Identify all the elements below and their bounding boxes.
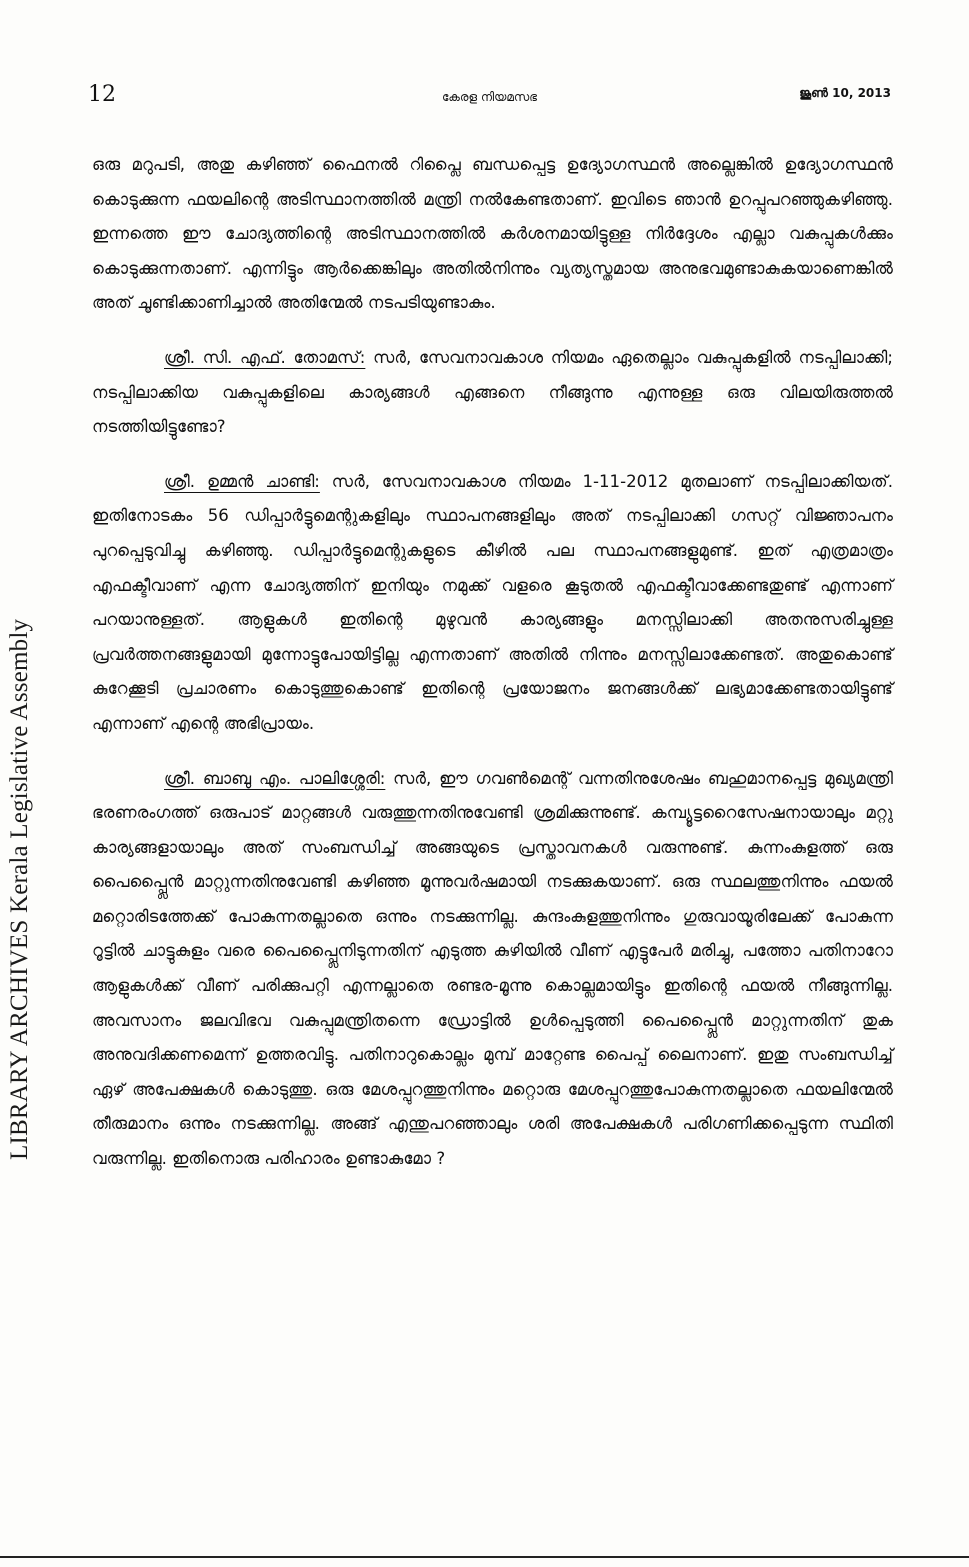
speaker-name: ശ്രീ. ബാബു എം. പാലിശ്ശേരി: [164,768,386,788]
paragraph-1-text: ഒരു മറുപടി, അതു കഴിഞ്ഞ് ഫൈനൽ റിപ്ലൈ ബന്ധപ്പെട്ട ഉദ്യോഗസ്ഥൻ അല്ലെങ്കിൽ ഉദ്യോഗസ്ഥൻ കൊടുക്കുന്ന ഫയലിന്റെ അടിസ്ഥാനത്തിൽ മന്ത്രി നൽകേണ്ടതാണ്. ഇവിടെ ഞാൻ ഉറപ്പുപറഞ്ഞുകഴിഞ്ഞു. ഇന്നത്തെ ഈ ചോദ്യത്തിന്റെ അടിസ്ഥാനത്തിൽ കർശനമായിട്ടുള്ള നിർദ്ദേശം എല്ലാ വകുപ്പുകൾക്കും കൊടുക്കുന്നതാണ്. എന്നിട്ടും ആർക്കെങ്കിലും അതിൽനിന്നും വ്യത്യസ്തമായ അനുഭവമുണ്ടാകുകയാണെങ്കിൽ അത് ചൂണ്ടിക്കാണിച്ചാൽ അതിന്മേൽ നടപടിയുണ്ടാകും. [92,155,893,313]
speaker-name: ശ്രീ. ഉമ്മൻ ചാണ്ടി: [164,471,320,491]
paragraph-3-text: സർ, സേവനാവകാശ നിയമം 1-11-2012 മുതലാണ് നടപ്പിലാക്കിയത്. ഇതിനോടകം 56 ഡിപ്പാർട്ടുമെന്റുകളിലും സ്ഥാപനങ്ങളിലും അത് നടപ്പിലാക്കി ഗസറ്റ് വിജ്ഞാപനം പുറപ്പെടുവിച്ചു കഴിഞ്ഞു. ഡിപ്പാർട്ടുമെന്റുകളുടെ കീഴിൽ പല സ്ഥാപനങ്ങളുമുണ്ട്. ഇത് എത്രമാത്രം എഫക്ടീവാണ് എന്ന ചോദ്യത്തിന് ഇനിയും നമുക്ക് വളരെ കൂടുതൽ എഫക്ടീവാക്കേണ്ടതുണ്ട് എന്നാണ് പറയാനുള്ളത്. ആളുകൾ ഇതിന്റെ മുഴുവൻ കാര്യങ്ങളും മനസ്സിലാക്കി അതനുസരിച്ചുള്ള പ്രവർത്തനങ്ങളുമായി മുന്നോട്ടുപോയിട്ടില്ല എന്നതാണ് അതിൽ നിന്നും മനസ്സിലാക്കേണ്ടത്. അതുകൊണ്ട് കുറേക്കൂടി പ്രചാരണം കൊടുത്തുകൊണ്ട് ഇതിന്റെ പ്രയോജനം ജനങ്ങൾക്ക് ലഭ്യമാക്കേണ്ടതായിട്ടുണ്ട് എന്നാണ് എന്റെ അഭിപ്രായം. [92,471,893,733]
proceedings-text [92,148,893,1197]
paragraph-2-text: സർ, സേവനാവകാശ നിയമം ഏതെല്ലാം വകുപ്പുകളിൽ നടപ്പിലാക്കി; നടപ്പിലാക്കിയ വകുപ്പുകളിലെ കാര്യങ്ങൾ എങ്ങനെ നീങ്ങുന്നു എന്നുള്ള ഒരു വിലയിരുത്തൽ നടത്തിയിട്ടുണ്ടോ? [92,347,893,437]
library-archives-stamp: LIBRARY ARCHIVES Kerala Legislative Assembly [6,618,33,1160]
running-title: കേരള നിയമസഭ [441,90,537,104]
speaker-name: ശ്രീ. സി. എഫ്. തോമസ്: [164,347,366,367]
paragraph-4-text: സർ, ഈ ഗവൺമെന്റ് വന്നതിനുശേഷം ബഹുമാനപ്പെട്ട മുഖ്യമന്ത്രി ഭരണരംഗത്ത് ഒരുപാട് മാറ്റങ്ങൾ വരുത്തുന്നതിനുവേണ്ടി ശ്രമിക്കുന്നുണ്ട്. കമ്പ്യൂട്ടറൈസേഷനായാലും മറ്റു കാര്യങ്ങളായാലും അത് സംബന്ധിച്ച് അങ്ങയുടെ പ്രസ്താവനകൾ വരുന്നുണ്ട്. കുന്നംകുളത്ത് ഒരു പൈപ്പ്ലൈൻ മാറ്റുന്നതിനുവേണ്ടി കഴിഞ്ഞ മൂന്നുവർഷമായി നടക്കുകയാണ്. ഒരു സ്ഥലത്തുനിന്നും ഫയൽ മറ്റൊരിടത്തേക്ക് പോകുന്നതല്ലാതെ ഒന്നും നടക്കുന്നില്ല. കുന്ദംകുളത്തുനിന്നും ഗുരുവായൂരിലേക്ക് പോകുന്ന റൂട്ടിൽ ചാട്ടുകുളം വരെ പൈപ്പ്ലൈനിടുന്നതിന് എടുത്ത കുഴിയിൽ വീണ് എട്ടുപേർ മരിച്ചു, പത്തോ പതിനാറോ ആളുകൾക്ക് വീണ് പരിക്കുപറ്റി എന്നല്ലാതെ രണ്ടര-മൂന്നു കൊല്ലമായിട്ടും ഇതിന്റെ ഫയൽ നീങ്ങുന്നില്ല. അവസാനം ജലവിഭവ വകുപ്പുമന്ത്രിതന്നെ ഡ്രോട്ടിൽ ഉൾപ്പെടുത്തി പൈപ്പ്ലൈൻ മാറ്റുന്നതിന് തുക അനുവദിക്കണമെന്ന് ഉത്തരവിട്ടു. പതിനാറുകൊല്ലം മുമ്പ് മാറ്റേണ്ട പൈപ്പ് ലൈനാണ്. ഇതു സംബന്ധിച്ച് ഏഴ് അപേക്ഷകൾ കൊടുത്തു. ഒരു മേശപ്പുറത്തുനിന്നും മറ്റൊരു മേശപ്പുറത്തുപോകുന്നതല്ലാതെ ഫയലിന്മേൽ തീരുമാനം ഒന്നും നടക്കുന്നില്ല. അങ്ങ് എന്തുപറഞ്ഞാലും ശരി അപേക്ഷകൾ പരിഗണിക്കപ്പെടുന്ന സ്ഥിതി വരുന്നില്ല. ഇതിനൊരു പരിഹാരം ഉണ്ടാകുമോ ? [92,768,893,1169]
header-date: ജൂൺ 10, 2013 [799,86,891,100]
paragraph-3 [92,465,893,742]
page-header [88,82,891,112]
paragraph-1 [92,148,893,321]
paragraph-2 [92,341,893,445]
paragraph-4 [92,762,893,1177]
page-number: 12 [88,82,116,107]
footer-rule [0,1556,969,1558]
